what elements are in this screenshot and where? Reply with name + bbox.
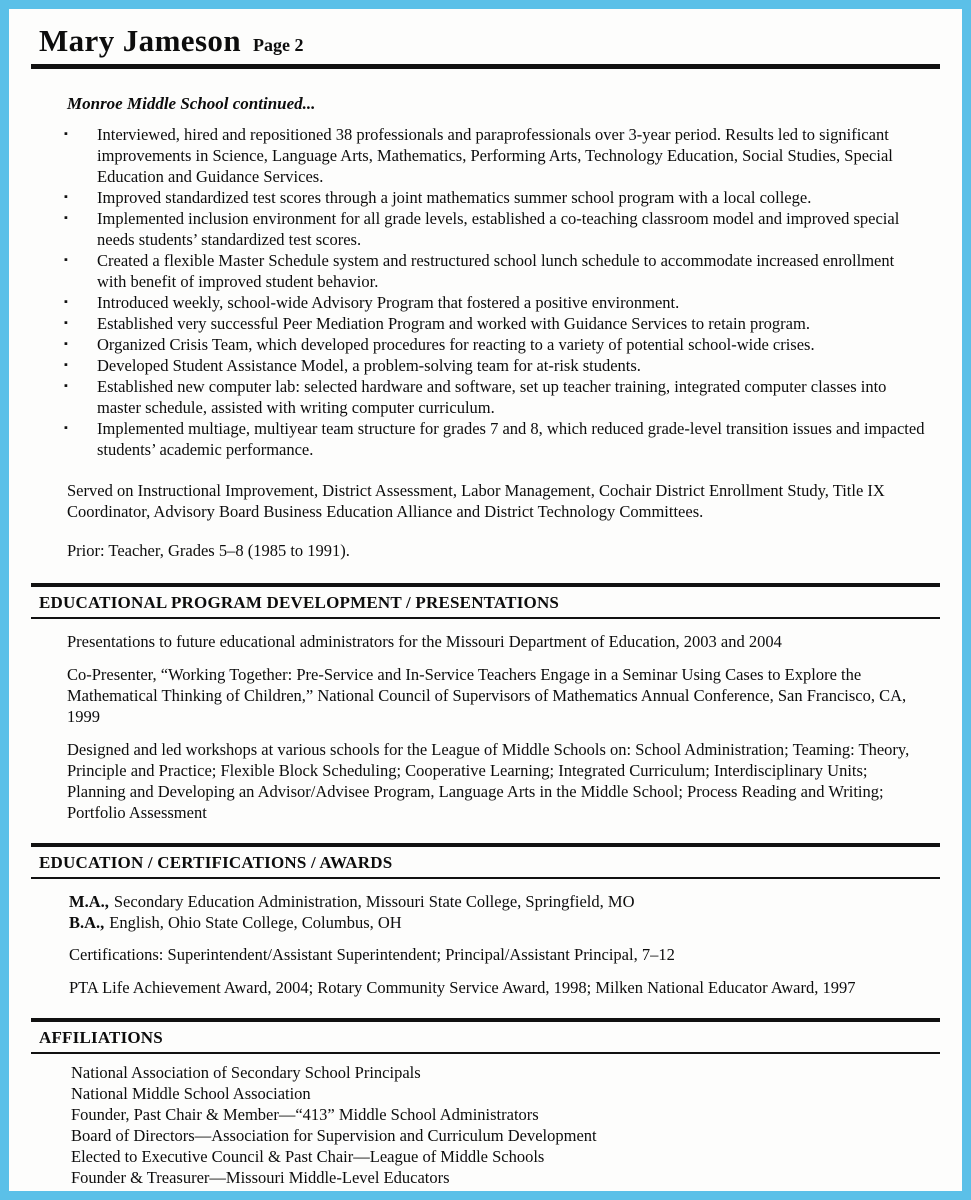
- experience-bullet-item: [64, 334, 940, 355]
- committees-paragraph: Served on Instructional Improvement, District Assessment, Labor Management, Cochair District Enrollment Study, Title IX Coordinator, Advisory Board Business Education Alliance and District Technology Committees.: [67, 481, 885, 521]
- affiliation-item: Founder, Past Chair & Member—“413” Middle School Administrators: [71, 1105, 539, 1124]
- page-number: Page 2: [252, 35, 304, 55]
- degree-label: B.A.,: [69, 913, 105, 932]
- header-rule: [31, 64, 940, 69]
- degree-list: [69, 891, 940, 933]
- bullet-text: Introduced weekly, school-wide Advisory Program that fostered a positive environment.: [97, 293, 680, 312]
- page-header: [31, 23, 940, 59]
- degree-label: M.A.,: [69, 892, 109, 911]
- experience-bullet-item: [64, 355, 940, 376]
- square-bullet-icon: ▪: [64, 296, 68, 308]
- square-bullet-icon: ▪: [64, 422, 68, 434]
- resume-name: Mary Jameson: [39, 23, 241, 58]
- bullet-text: Implemented multiage, multiyear team structure for grades 7 and 8, which reduced grade-level transition issues and impacted students’ academic performance.: [97, 419, 925, 459]
- degree-text: Secondary Education Administration, Missouri State College, Springfield, MO: [113, 892, 635, 911]
- square-bullet-icon: ▪: [64, 359, 68, 371]
- section-presentations: [31, 583, 940, 823]
- affiliation-list: [71, 1062, 940, 1188]
- certifications-line: Certifications: Superintendent/Assistant Superintendent; Principal/Assistant Principal, 7–12: [69, 945, 675, 964]
- experience-bullet-item: [64, 208, 940, 250]
- affiliation-item: Founder & Treasurer—Missouri Middle-Level Educators: [71, 1168, 450, 1187]
- bullet-text: Interviewed, hired and repositioned 38 professionals and paraprofessionals over 3-year period. Results led to significant improvements in Science, Language Arts, Mathematics, Performing Arts, Technology Education, Social Studies, Special Education and Guidance Services.: [97, 125, 893, 186]
- square-bullet-icon: ▪: [64, 254, 68, 266]
- square-bullet-icon: ▪: [64, 317, 68, 329]
- section-rule-bottom: [31, 877, 940, 879]
- section-rule-bottom: [31, 1052, 940, 1054]
- affiliation-item: National Association of Secondary School Principals: [71, 1063, 421, 1082]
- affiliation-item: National Middle School Association: [71, 1084, 311, 1103]
- bullet-text: Implemented inclusion environment for all grade levels, established a co-teaching classroom model and improved special needs students’ standardized test scores.: [97, 209, 900, 249]
- section-education: [31, 843, 940, 998]
- section-heading-affiliations: AFFILIATIONS: [39, 1028, 163, 1047]
- degree-item: [69, 891, 940, 912]
- experience-bullet-item: [64, 124, 940, 187]
- square-bullet-icon: ▪: [64, 380, 68, 392]
- degree-text: English, Ohio State College, Columbus, OH: [109, 913, 402, 932]
- square-bullet-icon: ▪: [64, 338, 68, 350]
- affiliation-item: Elected to Executive Council & Past Chair—League of Middle Schools: [71, 1147, 545, 1166]
- presentation-item: Presentations to future educational administrators for the Missouri Department of Education, 2003 and 2004: [67, 632, 782, 651]
- square-bullet-icon: ▪: [64, 191, 68, 203]
- experience-bullet-item: [64, 250, 940, 292]
- presentation-item: Co-Presenter, “Working Together: Pre-Service and In-Service Teachers Engage in a Seminar Using Cases to Explore the Mathematical Thinking of Children,” National Council of Supervisors of Mathematics Annual Conference, San Francisco, CA, 1999: [67, 665, 907, 726]
- awards-line: PTA Life Achievement Award, 2004; Rotary Community Service Award, 1998; Milken National Educator Award, 1997: [69, 978, 856, 997]
- square-bullet-icon: ▪: [64, 128, 68, 140]
- prior-experience-line: Prior: Teacher, Grades 5–8 (1985 to 1991).: [67, 541, 350, 560]
- bullet-text: Organized Crisis Team, which developed procedures for reacting to a variety of potential school-wide crises.: [97, 335, 815, 354]
- experience-bullet-item: [64, 313, 940, 334]
- section-rule-bottom: [31, 617, 940, 619]
- experience-bullet-list: [64, 124, 940, 460]
- resume-body: [31, 93, 940, 1188]
- experience-bullet-item: [64, 418, 940, 460]
- experience-bullet-item: [64, 292, 940, 313]
- bullet-text: Created a flexible Master Schedule system and restructured school lunch schedule to accommodate increased enrollment with benefit of improved student behavior.: [97, 251, 895, 291]
- square-bullet-icon: ▪: [64, 212, 68, 224]
- experience-bullet-item: [64, 376, 940, 418]
- section-heading-education: EDUCATION / CERTIFICATIONS / AWARDS: [39, 853, 393, 872]
- bullet-text: Established new computer lab: selected hardware and software, set up teacher training, integrated computer classes into master schedule, assisted with writing computer curriculum.: [97, 377, 887, 417]
- experience-bullet-item: [64, 187, 940, 208]
- section-heading-presentations: EDUCATIONAL PROGRAM DEVELOPMENT / PRESENTATIONS: [39, 593, 560, 612]
- affiliation-item: Board of Directors—Association for Supervision and Curriculum Development: [71, 1126, 597, 1145]
- bullet-text: Established very successful Peer Mediation Program and worked with Guidance Services to retain program.: [97, 314, 810, 333]
- school-continued-title: Monroe Middle School continued...: [67, 94, 316, 113]
- degree-item: [69, 912, 940, 933]
- bullet-text: Developed Student Assistance Model, a problem-solving team for at-risk students.: [97, 356, 641, 375]
- bullet-text: Improved standardized test scores through a joint mathematics summer school program with a local college.: [97, 188, 812, 207]
- section-affiliations: [31, 1018, 940, 1188]
- presentation-item: Designed and led workshops at various schools for the League of Middle Schools on: School Administration; Teaming: Theory, Principle and Practice; Flexible Block Scheduling; Cooperative Learning; Integrated Curriculum; Interdisciplinary Units; Planning and Developing an Advisor/Advisee Program, Language Arts in the Middle School; Process Reading and Writing; Portfolio Assessment: [67, 740, 910, 822]
